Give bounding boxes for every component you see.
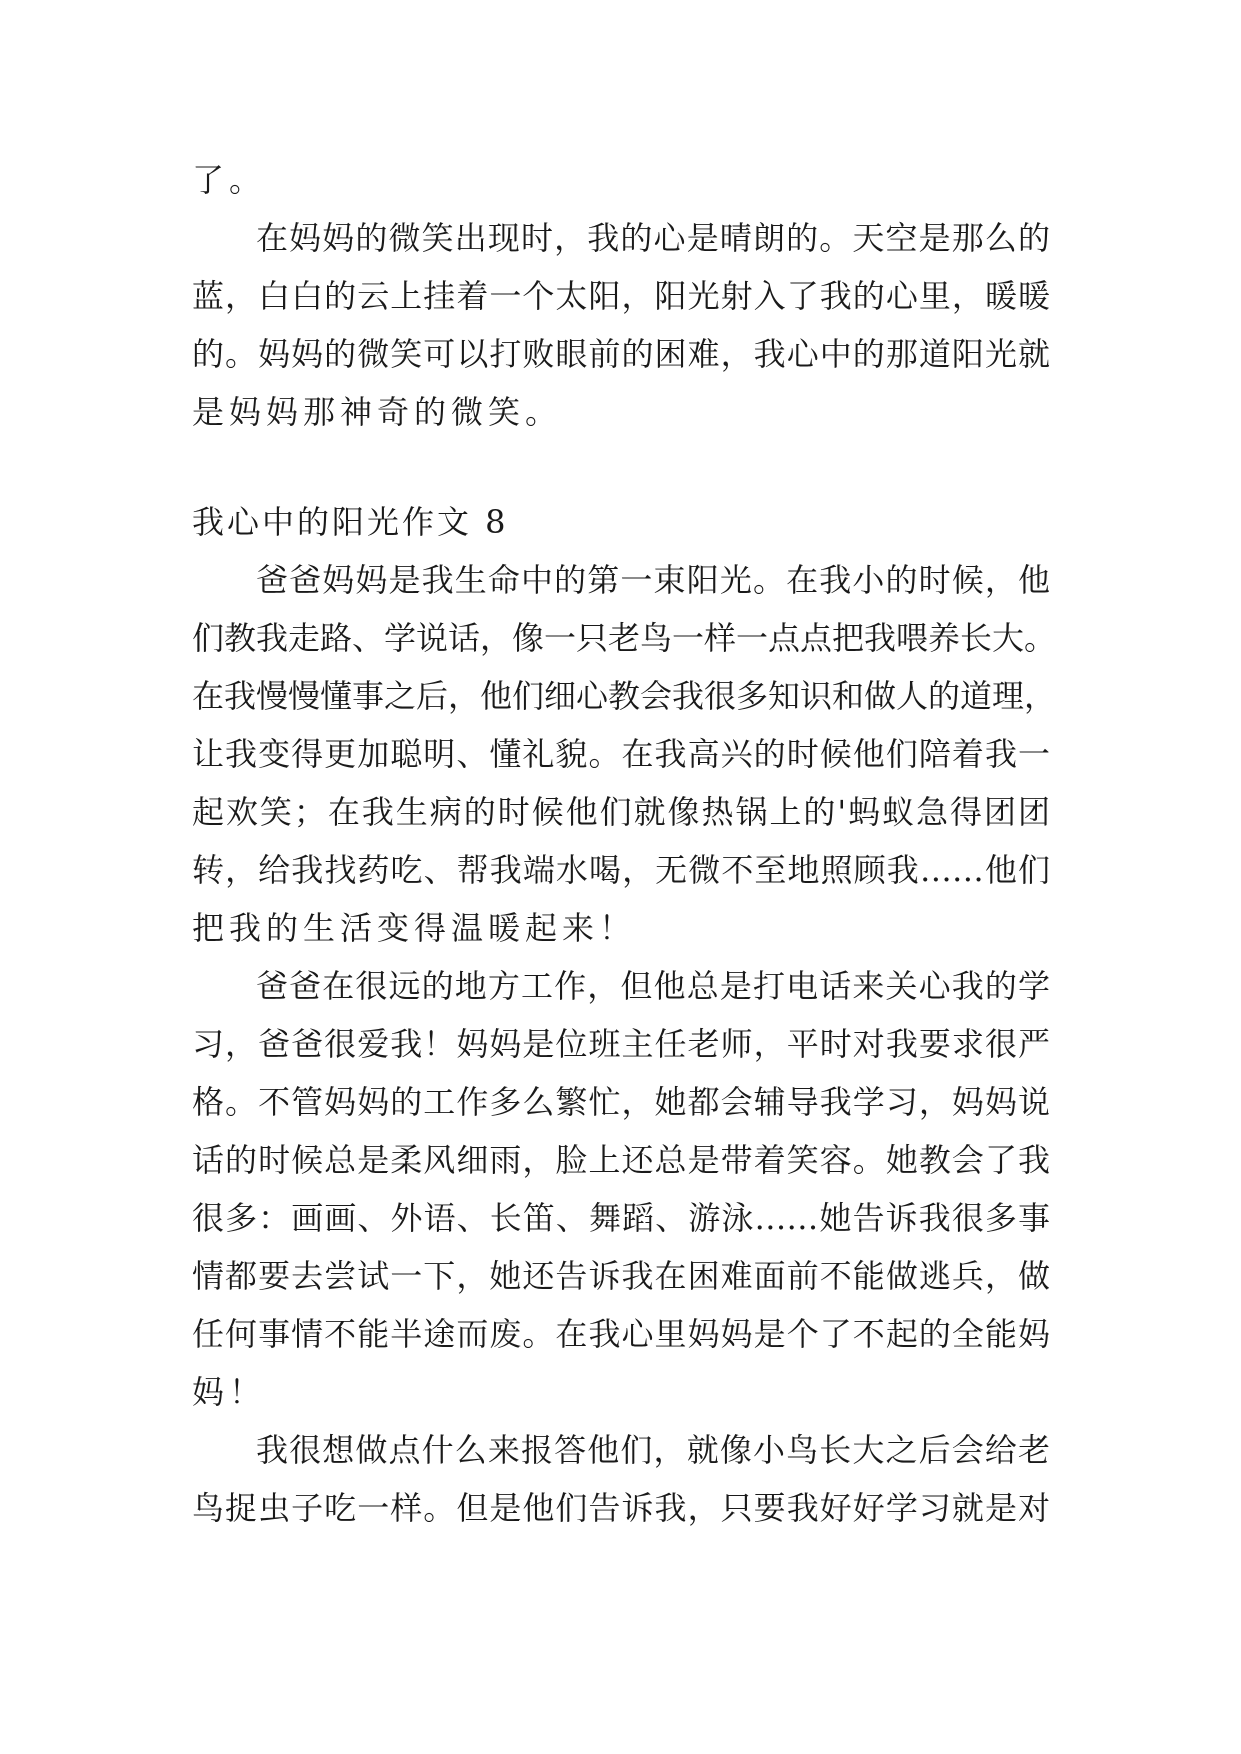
paragraph-line: 习，爸爸很爱我！妈妈是位班主任老师，平时对我要求很严	[192, 1025, 1050, 1063]
paragraph-line: 蓝，白白的云上挂着一个太阳，阳光射入了我的心里，暖暖	[192, 277, 1050, 315]
paragraph-line: 我很想做点什么来报答他们，就像小鸟长大之后会给老	[256, 1431, 1050, 1469]
paragraph-line: 让我变得更加聪明、懂礼貌。在我高兴的时候他们陪着我一	[192, 735, 1050, 773]
paragraph-line: 们教我走路、学说话，像一只老鸟一样一点点把我喂养长大。	[192, 619, 1057, 657]
paragraph-line: 在我慢慢懂事之后，他们细心教会我很多知识和做人的道理，	[192, 677, 1057, 715]
paragraph-line: 鸟捉虫子吃一样。但是他们告诉我，只要我好好学习就是对	[192, 1489, 1050, 1527]
paragraph-line: 爸爸在很远的地方工作，但他总是打电话来关心我的学	[256, 967, 1050, 1005]
paragraph-line: 把我的生活变得温暖起来！	[192, 909, 637, 947]
section-heading: 我心中的阳光作文 8	[192, 503, 509, 541]
paragraph-line: 转，给我找药吃、帮我端水喝，无微不至地照顾我……他们	[192, 851, 1050, 889]
paragraph-line: 是妈妈那神奇的微笑。	[192, 393, 563, 431]
paragraph-line: 妈！	[192, 1373, 267, 1411]
paragraph-line: 的。妈妈的微笑可以打败眼前的困难，我心中的那道阳光就	[192, 335, 1050, 373]
paragraph-line: 话的时候总是柔风细雨，脸上还总是带着笑容。她教会了我	[192, 1141, 1050, 1179]
paragraph-line: 了。	[192, 161, 267, 199]
paragraph-line: 任何事情不能半途而废。在我心里妈妈是个了不起的全能妈	[192, 1315, 1050, 1353]
paragraph-line: 爸爸妈妈是我生命中的第一束阳光。在我小的时候，他	[256, 561, 1050, 599]
paragraph-line: 情都要去尝试一下，她还告诉我在困难面前不能做逃兵，做	[192, 1257, 1050, 1295]
paragraph-line: 在妈妈的微笑出现时，我的心是晴朗的。天空是那么的	[256, 219, 1050, 257]
paragraph-line: 很多：画画、外语、长笛、舞蹈、游泳……她告诉我很多事	[192, 1199, 1050, 1237]
paragraph-line: 格。不管妈妈的工作多么繁忙，她都会辅导我学习，妈妈说	[192, 1083, 1050, 1121]
paragraph-line: 起欢笑；在我生病的时候他们就像热锅上的'蚂蚁急得团团	[192, 793, 1050, 831]
